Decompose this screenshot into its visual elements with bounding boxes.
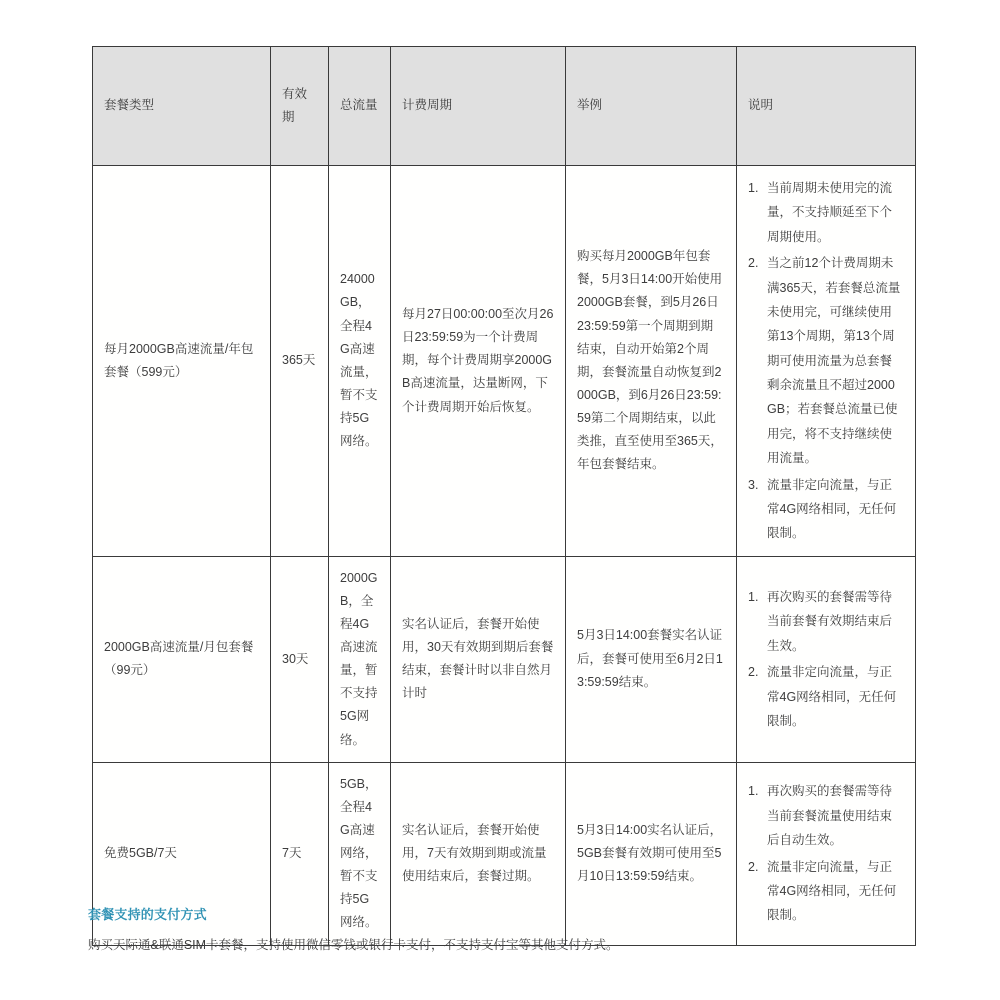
note-list-item: 流量非定向流量，与正常4G网络相同，无任何限制。 — [767, 477, 897, 541]
note-list-item: 流量非定向流量，与正常4G网络相同，无任何限制。 — [767, 859, 897, 923]
cell-total-data: 5GB，全程4G高速网络，暂不支持5G网络。 — [329, 762, 391, 945]
cell-billing-cycle: 实名认证后，套餐开始使用，30天有效期到期后套餐结束，套餐计时以非自然月计时 — [391, 556, 566, 762]
note-list-item: 当之前12个计费周期未满365天，若套餐总流量未使用完，可继续使用第13个周期，第13个周期可使用流量为总套餐剩余流量且不超过2000GB；若套餐总流量已使用完，将不支持继续使用流量。 — [767, 256, 901, 466]
column-header-billing-cycle: 计费周期 — [391, 47, 566, 166]
note-list-item: 再次购买的套餐需等待当前套餐流量使用结束后自动生效。 — [767, 784, 893, 848]
cell-example: 5月3日14:00套餐实名认证后，套餐可使用至6月2日13:59:59结束。 — [566, 556, 737, 762]
table-header-row — [93, 47, 916, 166]
cell-example: 购买每月2000GB年包套餐，5月3日14:00开始使用2000GB套餐，到5月26日23:59:59第一个周期到期结束，自动开始第2个周期，套餐流量自动恢复到2000GB，到6月26日23:59:59第二个周期结束，以此类推，直至使用至365天，年包套餐结束。 — [566, 166, 737, 557]
cell-example: 5月3日14:00实名认证后，5GB套餐有效期可使用至5月10日13:59:59结束。 — [566, 762, 737, 945]
column-header-plan-type: 套餐类型 — [93, 47, 271, 166]
note-list-item: 流量非定向流量，与正常4G网络相同，无任何限制。 — [767, 665, 897, 728]
plan-comparison-table — [92, 46, 916, 946]
cell-note — [737, 166, 916, 557]
cell-plan-type: 2000GB高速流量/月包套餐（99元） — [93, 556, 271, 762]
note-list-item: 当前周期未使用完的流量，不支持顺延至下个周期使用。 — [767, 181, 893, 244]
note-list-item: 再次购买的套餐需等待当前套餐有效期结束后生效。 — [767, 590, 893, 653]
cell-total-data: 24000GB，全程4G高速流量，暂不支持5G网络。 — [329, 166, 391, 557]
note-list — [748, 585, 904, 733]
table-row — [93, 166, 916, 557]
cell-plan-type: 每月2000GB高速流量/年包套餐（599元） — [93, 166, 271, 557]
column-header-note: 说明 — [737, 47, 916, 166]
cell-validity: 30天 — [271, 556, 329, 762]
payment-methods-text: 购买天际通&联通SIM卡套餐，支持使用微信零钱或银行卡支付，不支持支付宝等其他支付方式。 — [88, 937, 619, 952]
table-body — [93, 166, 916, 946]
cell-billing-cycle: 实名认证后，套餐开始使用，7天有效期到期或流量使用结束后，套餐过期。 — [391, 762, 566, 945]
table-header — [93, 47, 916, 166]
cell-note — [737, 556, 916, 762]
payment-methods-title: 套餐支持的支付方式 — [88, 907, 207, 922]
cell-validity: 365天 — [271, 166, 329, 557]
column-header-total-data: 总流量 — [329, 47, 391, 166]
table-row — [93, 556, 916, 762]
payment-methods-section — [88, 905, 948, 956]
column-header-example: 举例 — [566, 47, 737, 166]
cell-validity: 7天 — [271, 762, 329, 945]
column-header-validity: 有效期 — [271, 47, 329, 166]
note-list — [748, 176, 904, 546]
cell-plan-type: 免费5GB/7天 — [93, 762, 271, 945]
cell-total-data: 2000GB，全程4G高速流量，暂不支持5G网络。 — [329, 556, 391, 762]
plan-table-container — [92, 46, 915, 946]
cell-billing-cycle: 每月27日00:00:00至次月26日23:59:59为一个计费周期，每个计费周期享2000GB高速流量，达量断网，下个计费周期开始后恢复。 — [391, 166, 566, 557]
